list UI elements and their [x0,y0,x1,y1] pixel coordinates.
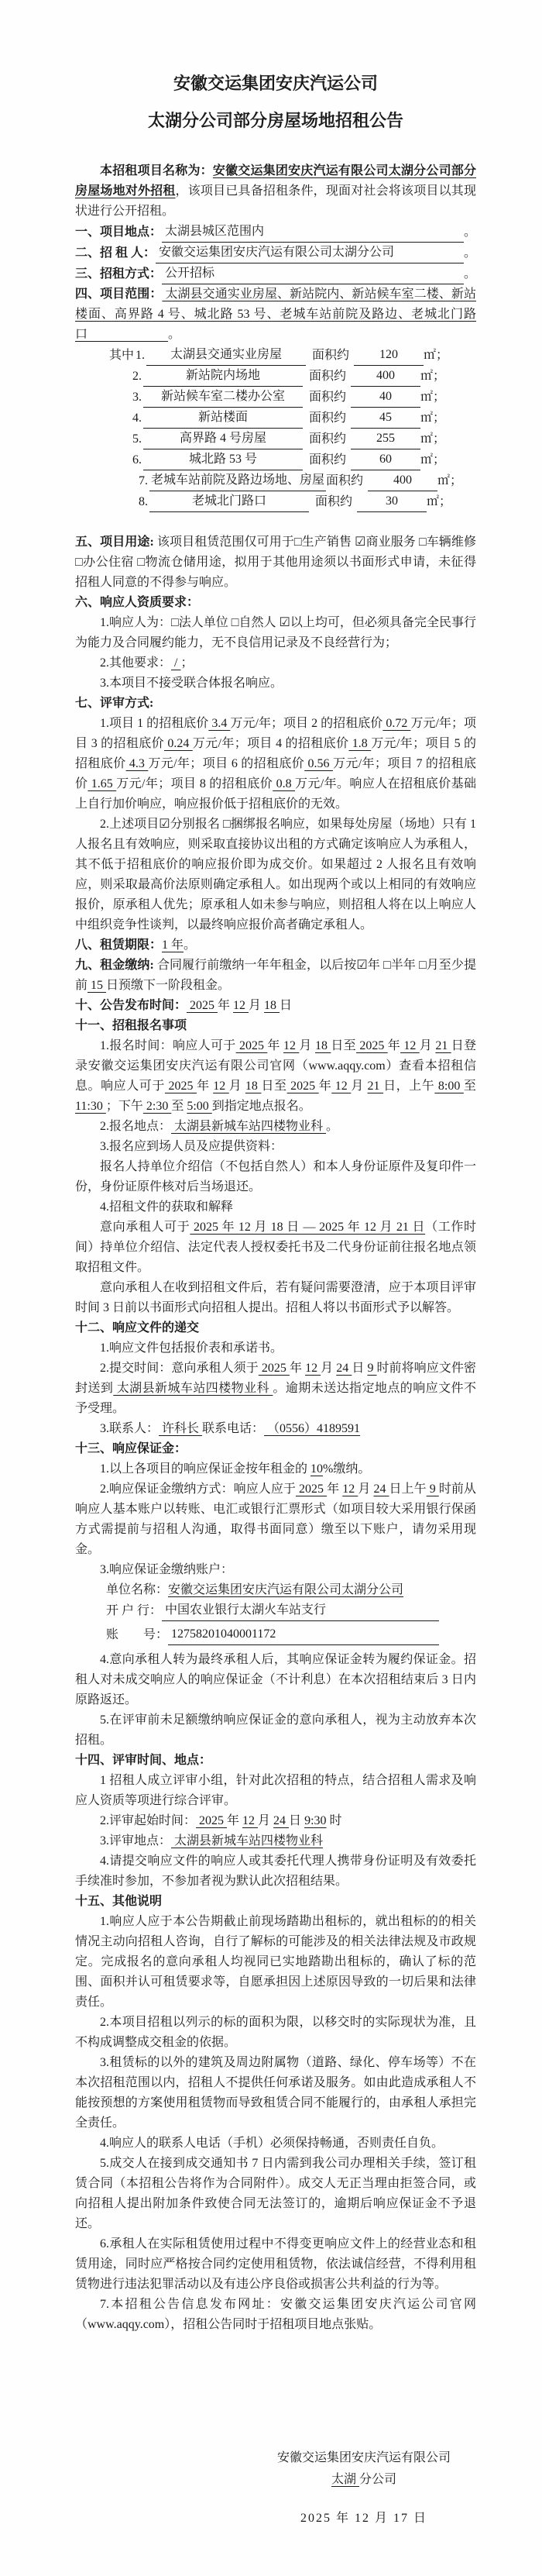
section-6-label: 六、响应人资质要求： [75,596,200,609]
signature-branch: 太湖 分公司 [331,2473,397,2486]
deposit-account-block [106,1580,476,1645]
item-prefix: 其中 [109,349,135,362]
section-15-p4: 4.响应人的联系人电话（手机）必须保持畅通，否则责任自负。 [100,2137,444,2150]
section-13-p1: 1.以上各项目的响应保证金按年租金的 10%缴纳。 [100,1462,371,1476]
section-13-p3: 3.响应保证金缴纳账户： [100,1563,234,1576]
item-area-value: 400 [351,366,420,387]
account-name-value: 安徽交运集团安庆汽运有限公司太湖分公司 [168,1583,404,1596]
intro-lead: 本招租项目名称为： [100,164,213,177]
item-area-value: 40 [351,387,420,408]
table-row [109,345,476,366]
section-8-tail: 。 [184,938,197,952]
table-row [132,408,476,429]
title-line-2: 太湖分公司部分房屋场地招租公告 [147,111,403,130]
intro-tail: ，该项目已具备招租条件，现面对社会将该项目以其现状进行公开招租。 [75,184,476,218]
section-13-p2: 2.响应保证金缴纳方式：响应人应于 2025 年 12 月 24 日上午 9 时前从响应人基本账户以转账、电汇或银行汇票形式（如项目较大采用银行保函方式需提前与招租人沟通，取得书面同意）缴至以下账户，请勿采用现金。 [75,1483,476,1556]
section-4-blank [87,328,168,341]
section-3-value: 公开招标 [165,267,215,280]
property-items-list [109,345,476,512]
item-name: 太湖县交通实业房屋 [146,345,306,366]
section-6-p1: 1.响应人为：□法人单位 □自然人 ☑以上均可，但必须具备完全民事行为能力及合同履约能力，无不良信用记录及不良经营行为； [75,616,476,649]
section-4-scope [75,284,476,345]
item-number: 5. [132,432,142,446]
section-3-blank [162,263,464,284]
item-unit: ㎡； [437,474,463,487]
section-15-label: 十五、其他说明 [75,1895,163,1908]
section-5-text: 该项目租赁范围仅可用于□生产销售 ☑商业服务 □车辆维修 □办公住宿 □物流仓储用途，拟用于其他用途须以书面形式申请，未征得招租人同意的不得参与响应。 [75,536,476,589]
section-6-heading [75,593,476,613]
section-6-p3: 3.本项目不接受联合体报名响应。 [100,677,283,690]
table-row [139,470,476,491]
section-11-p4b: 意向承租人可于 2025 年 12 月 18 日 — 2025 年 12 月 21 日（工作时间）持单位介绍信、法定代表人授权委托书及二代身份证前往报名地点领取招租文件。 [75,1221,476,1274]
item-area-label: 面积约 [312,349,350,362]
account-name-label: 单位名称： [106,1583,169,1596]
section-12-p2: 2.提交时间：意向承租人须于 2025 年 12 月 24 日 9 时前将响应文件密封送到 太湖县新城车站四楼物业科 。逾期未送达指定地点的响应文件不予受理。 [75,1362,476,1415]
intro-project-name: 安徽交运集团安庆汽运有限公司太湖分公司部分房屋场地对外招租 [75,164,476,198]
section-15-p1: 1.响应人应于本公告期截止前现场踏勘出租标的，就出租标的的相关情况主动向招租人咨询，自行了解标的可能涉及的相关法律法规及市政规定。完成报名的意向承租人均视同已实地踏勘出租标的，确认了标的范围、面积并认可租赁要求等，自愿承担因上述原因导致的一切后果和法律责任。 [75,1915,476,2009]
item-name: 新站楼面 [143,408,303,429]
bank-blank [162,1600,439,1621]
item-area-label: 面积约 [309,391,347,404]
section-15-p2: 2.本项目招租以列示的标的面积为限，以移交时的实际现状为准，且不构成调整成交租金的依据。 [75,2016,476,2049]
section-15-p5: 5.成交人在接到成交通知书 7 日内需到我公司办理相关手续，签订租赁合同（本招租公告将作为合同附件）。成交人无正当理由拒签合同，或向招租人提出附加条件致使合同无法签订的，逾期后响应保证金不予退还。 [75,2157,476,2230]
item-area-label: 面积约 [309,370,347,383]
item-number: 1. [136,349,146,362]
item-name: 老城北门路口 [149,491,309,512]
section-15-p6: 6.承租人在实际租赁使用过程中不得变更响应文件上的经营业态和租赁用途，同时应严格按合同约定使用租赁物，依法诚信经营，不得利用租赁物进行违法犯罪活动以及有违公序良俗或损害公共利益的行为等。 [75,2237,476,2291]
table-row [132,366,476,387]
item-unit: ㎡； [420,391,446,404]
section-6-p2: 2.其他要求： / ； [100,656,194,670]
section-11-p3b: 报名人持单位介绍信（不包括自然人）和本人身份证原件及复印件一份，身份证原件核对后当场退还。 [75,1160,476,1193]
item-area-value: 45 [351,408,420,429]
section-7-p1: 1.项目 1 的招租底价 3.4 万元/年；项目 2 的招租底价 0.72 万元/年；项目 3 的招租底价 0.24 万元/年；项目 4 的招租底价 1.8 万元/年；项目 5 的招租底价 4.3 万元/年；项目 6 的招租底价 0.56 万元/年；项目 7 的招租底价 1.65 万元/年；项目 8 的招租底价 0.8 万元/年。响应人在招租底价基础上自行加价响应，响应报价低于招租底价的无效。 [75,717,477,811]
item-area-value: 30 [357,491,427,512]
item-area-value: 255 [351,429,420,449]
item-area-label: 面积约 [309,453,347,467]
table-row [132,449,476,470]
section-11-label: 十一、招租报名事项 [75,1019,187,1032]
section-12-p1: 1.响应文件包括报价表和承诺书。 [100,1341,283,1355]
section-4-tail: 。 [168,328,181,341]
item-number: 8. [139,495,148,508]
section-14-label: 十四、评审时间、地点： [75,1754,212,1767]
section-13-heading [75,1439,476,1459]
section-15-heading [75,1892,476,1912]
section-1-blank [162,222,464,243]
section-1-tail: 。 [463,226,476,239]
item-number: 2. [132,370,142,383]
section-7-heading [75,694,476,714]
item-number: 7. [139,474,148,487]
section-2-value: 安徽交运集团安庆汽运有限公司太湖分公司 [159,246,395,259]
account-name-row [106,1580,439,1600]
section-11-p4c: 意向承租人在收到招租文件后，若有疑问需要澄清，应于本项目评审时间 3 日前以书面形式向招租人提出。招租人将以书面形式予以解答。 [75,1281,476,1314]
document-body [75,161,476,2335]
section-12-label: 十二、响应文件的递交 [75,1321,200,1334]
account-number-blank [168,1624,439,1645]
section-7-label: 七、评审方式: [75,697,154,710]
item-area-label: 面积约 [309,412,347,425]
signature-date: 2025 年 12 月 17 日 [300,2512,427,2525]
bank-row [106,1600,439,1621]
table-row [139,491,476,512]
section-9-payment [75,956,476,996]
account-number-value: 12758201040001172 [171,1627,276,1641]
item-area-value: 400 [368,470,437,491]
table-row [132,429,476,449]
table-row [132,387,476,408]
section-11-p2: 2.报名地点： 太湖县新城车站四楼物业科 。 [100,1120,339,1133]
section-15-p7: 7.本招租公告信息发布网址：安徽交运集团安庆汽运公司官网（www.aqqy.com），招租公告同时于招租项目地点张贴。 [75,2298,476,2331]
section-12-heading [75,1318,476,1338]
item-area-label: 面积约 [309,432,347,446]
section-3-label: 三、招租方式： [75,267,163,281]
section-14-p1: 1 招租人成立评审小组，针对此次招租的特点，结合招租人需求及响应人资质等项进行综合评审。 [75,1774,476,1807]
section-2-tail: 。 [463,246,476,260]
item-name: 老城车站前院及路边场地、房屋 [149,470,326,491]
section-5-usage [75,532,476,593]
section-10-label: 十、公告发布时间： [75,999,187,1012]
item-unit: ㎡； [420,432,446,446]
section-13-label: 十三、响应保证金： [75,1442,187,1455]
item-unit: ㎡； [427,495,452,508]
item-unit: ㎡； [424,349,449,362]
section-11-heading [75,1016,476,1036]
item-number: 6. [132,453,142,467]
section-2-lessor [75,243,476,263]
section-7-p2: 2.上述项目☑分别报名 □捆绑报名响应，如果每处房屋（场地）只有 1 人报名且有效响应，则采取直接协议出租的方式确定该响应人为承租人，其不低于招租底价的响应报价即为成交价。如果超过 2 人报名且有效响应，则采取最高价法原则确定承租人。如出现两个或以上相同的有效响应报价，原承租人优先；原承租人如未参与响应，则招租人将在以上响应人中组织竞争性谈判，以最终响应报价高者确定承租人。 [75,818,476,932]
section-15-p3: 3.租赁标的以外的建筑及周边附属物（道路、绿化、停车场等）不在本次招租范围以内，招租人不提供任何承诺及服务。如由此造成承租人不能按预想的方案使用租赁物而导致租赁合同不能履行的，由承租人承担完全责任。 [75,2056,476,2130]
section-1-value: 太湖县城区范围内 [165,225,265,238]
account-number-row [106,1624,439,1645]
item-unit: ㎡； [420,370,446,383]
bank-label: 开 户 行： [106,1604,163,1617]
section-11-p3: 3.报名应到场人员及应提供资料： [100,1140,283,1153]
item-unit: ㎡； [420,412,446,425]
signature-block [263,2447,465,2530]
section-1-label: 一、项目地点： [75,226,163,239]
section-14-heading [75,1751,476,1771]
section-14-p2: 2.评审起始时间： 2025 年 12 月 24 日 9:30 时 [100,1814,342,1827]
section-8-label: 八、租赁期限： [75,938,163,952]
item-area-label: 面积约 [315,495,353,508]
item-name: 城北路 53 号 [143,449,303,470]
account-number-label: 账 号： [106,1628,169,1641]
section-8-term [75,935,476,956]
section-14-p3: 3.评审地点： 太湖县新城车站四楼物业科 [100,1834,324,1848]
item-number: 3. [132,391,142,404]
section-8-value: 1 年 [162,938,184,952]
section-5-label: 五、项目用途: [75,536,154,549]
document-title [75,65,476,139]
section-3-tail: 。 [463,267,476,281]
section-2-blank [156,243,464,263]
bank-value: 中国农业银行太湖火车站支行 [165,1603,327,1617]
section-2-label: 二、招 租 人： [75,246,156,260]
item-number: 4. [132,412,142,425]
section-10-date: 2025 年 12 月 18 日 [187,999,293,1012]
title-line-1: 安徽交运集团安庆汽运公司 [173,74,378,93]
item-area-value: 120 [354,345,424,366]
item-area-value: 60 [351,449,420,470]
section-9-text: 合同履行前缴纳一年年租金，以后按☑年 □半年 □月至少提前 15 日预缴下一阶段租金。 [75,959,476,992]
section-11-p1: 1.报名时间：响应人可于 2025 年 12 月 18 日至 2025 年 12 月 21 日登录安徽交运集团安庆汽运有限公司官网（www.aqqy.com）查看本招租信息。响应人可于 2025 年 12 月 18 日至 2025 年 12 月 21 日，上午 8:00 至 11:30 ；下午 2:30 至 5:00 到指定地点报名。 [75,1039,477,1113]
section-13-p5: 5.在评审前未足额缴纳响应保证金的意向承租人，视为主动放弃本次招租。 [75,1713,476,1747]
item-name: 高界路 4 号房屋 [143,429,303,449]
section-4-label: 四、项目范围： [75,288,163,301]
section-14-p4: 4.请提交响应文件的响应人或其委托代理人携带身份证明及有效委托手续准时参加，不参加者视为默认此次招租结果。 [75,1855,476,1888]
section-10-publish-time [75,996,476,1016]
item-name: 新站候车室二楼办公室 [143,387,303,408]
item-name: 新站院内场地 [143,366,303,387]
section-4-value: 太湖县交通实业房屋、新站院内、新站候车室二楼、新站楼面、高界路 4 号、城北路 53 号、老城车站前院及路边、老城北门路口 [75,288,476,341]
section-1-location [75,222,476,243]
section-12-p3: 3.联系人： 许科长 联系电话： （0556）4189591 [100,1422,361,1435]
section-9-label: 九、租金缴纳: [75,959,154,972]
signature-company: 安徽交运集团安庆汽运有限公司 [276,2451,451,2464]
section-3-method [75,263,476,284]
item-area-label: 面积约 [326,474,364,487]
section-11-p4: 4.招租文件的获取和解释 [100,1200,234,1214]
item-unit: ㎡； [420,453,446,467]
section-13-p4: 4.意向承租人转为最终承租人后，其响应保证金转为履约保证金。招租人对未成交响应人的响应保证金（不计利息）在本次招租结束后 3 日内原路返还。 [75,1653,476,1706]
intro-paragraph [75,161,476,222]
